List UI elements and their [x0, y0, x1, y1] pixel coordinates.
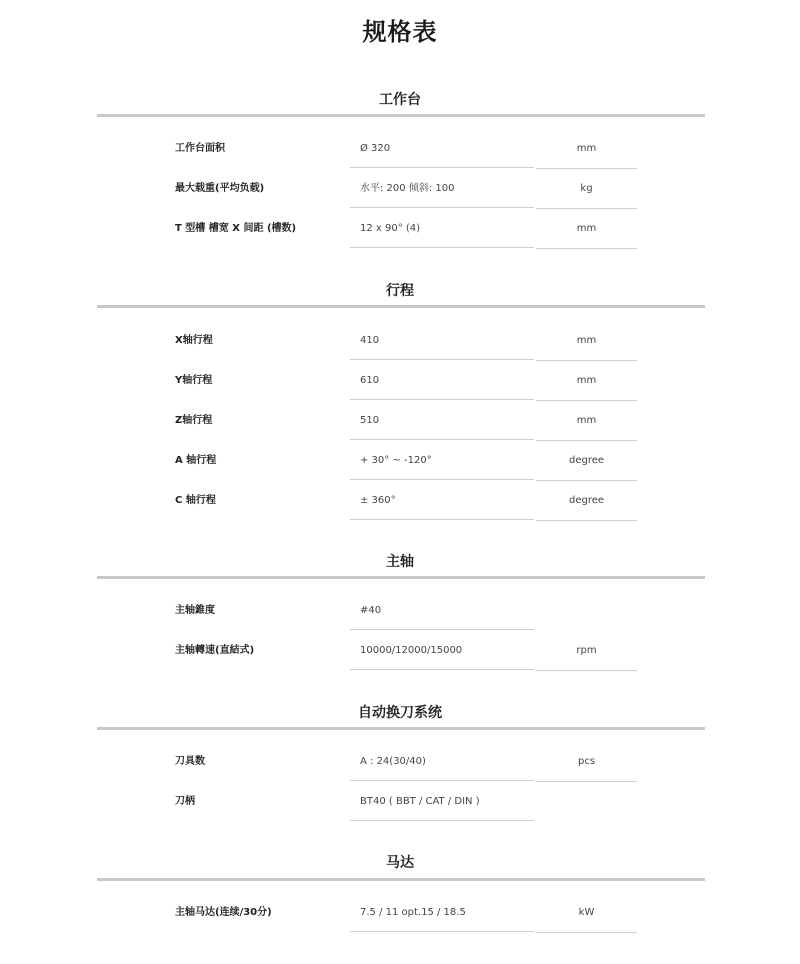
- spec-row: [0, 321, 800, 361]
- spec-label: X轴行程: [175, 335, 213, 346]
- spec-label: 最大载重(平均负载): [175, 183, 265, 194]
- spec-unit: degree: [536, 481, 637, 521]
- page-title: 规格表: [362, 18, 438, 46]
- spec-value: #40: [350, 591, 534, 630]
- section-divider: [97, 114, 705, 117]
- spec-value: BT40 ( BBT / CAT / DIN ): [350, 782, 534, 821]
- spec-label: 刀具数: [175, 756, 205, 767]
- spec-label: Y轴行程: [175, 375, 213, 386]
- spec-row: [0, 481, 800, 521]
- spec-label: 工作台面积: [175, 143, 225, 154]
- spec-row: [0, 441, 800, 481]
- spec-label: 主轴轉速(直結式): [175, 645, 255, 656]
- spec-unit: mm: [536, 361, 637, 401]
- section-divider: [97, 727, 705, 730]
- spec-row: [0, 631, 800, 671]
- spec-unit: kg: [536, 169, 637, 209]
- spec-value: 510: [350, 401, 534, 440]
- spec-row: [0, 209, 800, 249]
- spec-unit: mm: [536, 321, 637, 361]
- spec-row: [0, 401, 800, 441]
- spec-label: A 轴行程: [175, 455, 217, 466]
- spec-unit: mm: [536, 209, 637, 249]
- spec-unit: kW: [536, 893, 637, 933]
- spec-row: [0, 169, 800, 209]
- spec-value: + 30° ~ -120°: [350, 441, 534, 480]
- spec-row: [0, 782, 800, 822]
- spec-unit: pcs: [536, 742, 637, 782]
- spec-value: 10000/12000/15000: [350, 631, 534, 670]
- spec-row: [0, 742, 800, 782]
- spec-value: 7.5 / 11 opt.15 / 18.5: [350, 893, 534, 932]
- spec-label: C 轴行程: [175, 495, 216, 506]
- spec-value: 410: [350, 321, 534, 360]
- spec-value: 12 x 90° (4): [350, 209, 534, 248]
- spec-unit: [536, 591, 637, 631]
- spec-value: ± 360°: [350, 481, 534, 520]
- spec-unit: degree: [536, 441, 637, 481]
- spec-value: 水平: 200 倾斜: 100: [350, 169, 534, 208]
- section-title-travel: 行程: [386, 283, 414, 299]
- spec-value: 610: [350, 361, 534, 400]
- spec-unit: [536, 782, 637, 822]
- spec-unit: rpm: [536, 631, 637, 671]
- section-divider: [97, 305, 705, 308]
- spec-label: 主轴錐度: [175, 605, 215, 616]
- section-divider: [97, 576, 705, 579]
- spec-label: T 型槽 槽宽 X 间距 (槽数): [175, 223, 297, 234]
- spec-label: Z轴行程: [175, 415, 213, 426]
- spec-row: [0, 129, 800, 169]
- spec-label: 主轴马达(连续/30分): [175, 907, 272, 918]
- spec-value: Ø 320: [350, 129, 534, 168]
- spec-row: [0, 893, 800, 933]
- section-title-motor: 马达: [386, 855, 414, 871]
- section-title-atc: 自动换刀系统: [358, 705, 442, 721]
- spec-value: A : 24(30/40): [350, 742, 534, 781]
- spec-unit: mm: [536, 129, 637, 169]
- section-title-spindle: 主轴: [386, 554, 414, 570]
- section-divider: [97, 878, 705, 881]
- spec-unit: mm: [536, 401, 637, 441]
- spec-label: 刀柄: [175, 796, 195, 807]
- section-title-worktable: 工作台: [379, 92, 421, 108]
- spec-row: [0, 591, 800, 631]
- spec-row: [0, 361, 800, 401]
